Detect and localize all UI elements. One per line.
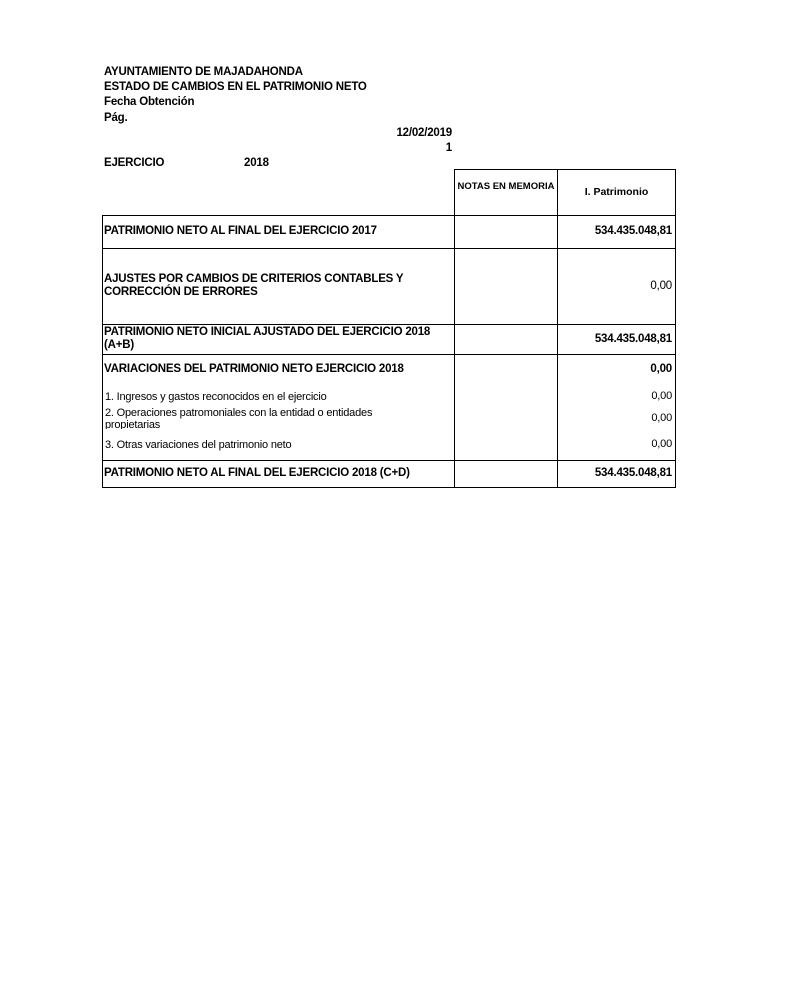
column-header-equity-label: I. Patrimonio xyxy=(584,186,649,198)
row-notes-cell xyxy=(454,324,558,355)
row-value: 534.435.048,81 xyxy=(594,333,672,345)
column-header-notes-label: NOTAS EN MEMORIA xyxy=(457,181,555,192)
report-title: ESTADO DE CAMBIOS EN EL PATRIMONIO NETO xyxy=(104,81,367,93)
row-label: VARIACIONES DEL PATRIMONIO NETO EJERCICIO 2018 xyxy=(104,363,404,375)
column-header-notes xyxy=(454,169,558,216)
row-notes-cell xyxy=(454,460,558,488)
row-value: 534.435.048,81 xyxy=(594,467,672,479)
column-header-equity xyxy=(557,169,676,216)
row-value: 534.435.048,81 xyxy=(594,225,672,237)
date-label: Fecha Obtención xyxy=(104,96,195,108)
row-label: PATRIMONIO NETO AL FINAL DEL EJERCICIO 2018 (C+D) xyxy=(104,467,410,479)
sub-row-label: 1. Ingresos y gastos reconocidos en el ejercicio xyxy=(105,391,327,403)
row-label: AJUSTES POR CAMBIOS DE CRITERIOS CONTABLES Y CORRECCIÓN DE ERRORES xyxy=(104,273,404,298)
sub-row-label: 3. Otras variaciones del patrimonio neto xyxy=(105,439,292,451)
row-label: PATRIMONIO NETO INICIAL AJUSTADO DEL EJERCICIO 2018 (A+B) xyxy=(104,326,431,351)
row-value: 0,00 xyxy=(650,280,672,292)
row-label: PATRIMONIO NETO AL FINAL DEL EJERCICIO 2017 xyxy=(104,225,377,237)
sub-row-value: 0,00 xyxy=(651,438,672,450)
row-value: 0,00 xyxy=(650,363,672,375)
entity-name: AYUNTAMIENTO DE MAJADAHONDA xyxy=(104,66,303,78)
sub-row-label: 2. Operaciones patromoniales con la entidad o entidades propietarias xyxy=(105,407,373,429)
year-value: 2018 xyxy=(244,157,269,169)
sub-row-value: 0,00 xyxy=(651,412,672,424)
year-label: EJERCICIO xyxy=(104,157,165,169)
page-label: Pág. xyxy=(104,112,128,124)
page-value: 1 xyxy=(445,142,452,154)
row-notes-cell xyxy=(454,248,558,325)
sub-row-value: 0,00 xyxy=(651,390,672,402)
date-value: 12/02/2019 xyxy=(396,127,452,139)
row-notes-cell xyxy=(454,354,558,461)
row-notes-cell xyxy=(454,215,558,249)
